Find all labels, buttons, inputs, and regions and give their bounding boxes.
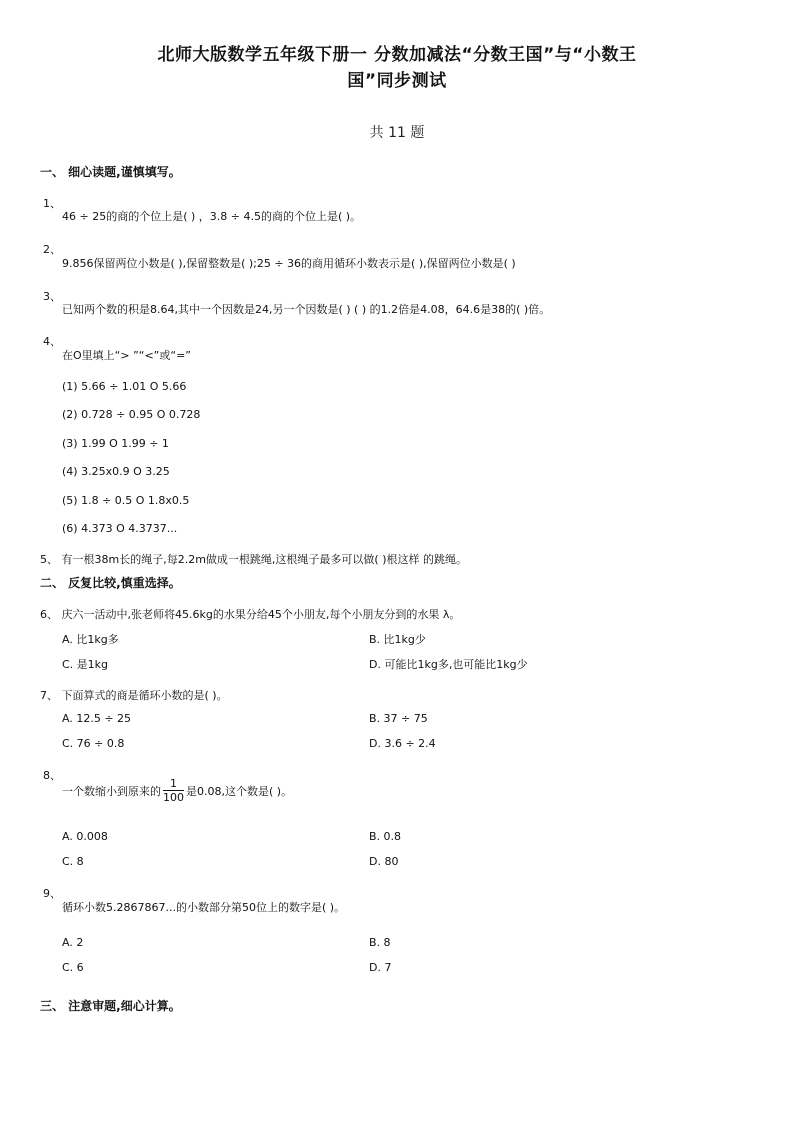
page-title-line1: 北师大版数学五年级下册一 分数加减法“分数王国”与“小数王 (157, 45, 637, 65)
q8-fraction-numerator: 1 (170, 777, 177, 790)
q8-option-a[interactable]: A. 0.008 (62, 830, 108, 843)
q8-number: 8、 (43, 769, 61, 782)
q3-text: 已知两个数的积是8.64,其中一个因数是24,另一个因数是( ) ( ) 的1.2倍是4.08，64.6是38的( )倍。 (62, 303, 551, 316)
q8-option-d[interactable]: D. 80 (369, 855, 399, 868)
q8-fraction (163, 777, 184, 804)
q3-number: 3、 (43, 290, 61, 303)
q7-text: 7、 下面算式的商是循环小数的是( )。 (40, 689, 228, 702)
section-2-heading: 二、 反复比较,慎重选择。 (40, 576, 181, 590)
q9-text: 循环小数5.2867867...的小数部分第50位上的数字是( )。 (62, 901, 346, 914)
q8-option-b[interactable]: B. 0.8 (369, 830, 402, 843)
q9-option-b[interactable]: B. 8 (369, 936, 391, 949)
q4-item-6: (6) 4.373 O 4.3737... (62, 522, 178, 535)
q2-text: 9.856保留两位小数是( ),保留整数是( );25 ÷ 36的商用循环小数表示是( ),保留两位小数是( ) (62, 257, 516, 270)
q6-option-a[interactable]: A. 比1kg多 (62, 633, 119, 646)
q4-number: 4、 (43, 335, 61, 348)
q4-text: 在O里填上“> ”“<”或“=” (62, 349, 191, 362)
q4-item-2: (2) 0.728 ÷ 0.95 O 0.728 (62, 408, 201, 421)
q4-item-3: (3) 1.99 O 1.99 ÷ 1 (62, 437, 169, 450)
q9-number: 9、 (43, 887, 61, 900)
q5-text: 5、 有一根38m长的绳子,每2.2m做成一根跳绳,这根绳子最多可以做( )根这样 的跳绳。 (40, 553, 467, 566)
q7-option-a[interactable]: A. 12.5 ÷ 25 (62, 712, 132, 725)
q2-number: 2、 (43, 243, 61, 256)
q4-item-5: (5) 1.8 ÷ 0.5 O 1.8x0.5 (62, 494, 190, 507)
page-title-line2: 国”同步测试 (347, 71, 447, 91)
q8-text-before: 一个数缩小到原来的 (62, 784, 161, 798)
q8-fraction-denominator: 100 (163, 791, 184, 804)
section-3-heading: 三、 注意审题,细心计算。 (40, 999, 181, 1013)
q1-number: 1、 (43, 197, 61, 210)
q1-text: 46 ÷ 25的商的个位上是( ) ，3.8 ÷ 4.5的商的个位上是( )。 (62, 210, 362, 223)
q8-question (62, 777, 292, 804)
q9-option-a[interactable]: A. 2 (62, 936, 84, 949)
q6-text: 6、 庆六一活动中,张老师将45.6kg的水果分给45个小朋友,每个小朋友分到的水果 λ。 (40, 608, 461, 621)
q4-item-4: (4) 3.25x0.9 O 3.25 (62, 465, 170, 478)
q4-item-1: (1) 5.66 ÷ 1.01 O 5.66 (62, 380, 187, 393)
q6-option-d[interactable]: D. 可能比1kg多,也可能比1kg少 (369, 658, 528, 671)
q9-option-c[interactable]: C. 6 (62, 961, 84, 974)
q7-option-d[interactable]: D. 3.6 ÷ 2.4 (369, 737, 436, 750)
q8-text-after: 是0.08,这个数是( )。 (186, 784, 293, 798)
question-count: 共 11 题 (369, 125, 425, 141)
q7-option-b[interactable]: B. 37 ÷ 75 (369, 712, 428, 725)
q6-option-b[interactable]: B. 比1kg少 (369, 633, 426, 646)
q8-option-c[interactable]: C. 8 (62, 855, 84, 868)
section-1-heading: 一、 细心读题,谨慎填写。 (40, 165, 181, 179)
q7-option-c[interactable]: C. 76 ÷ 0.8 (62, 737, 125, 750)
q9-option-d[interactable]: D. 7 (369, 961, 392, 974)
q6-option-c[interactable]: C. 是1kg (62, 658, 109, 671)
